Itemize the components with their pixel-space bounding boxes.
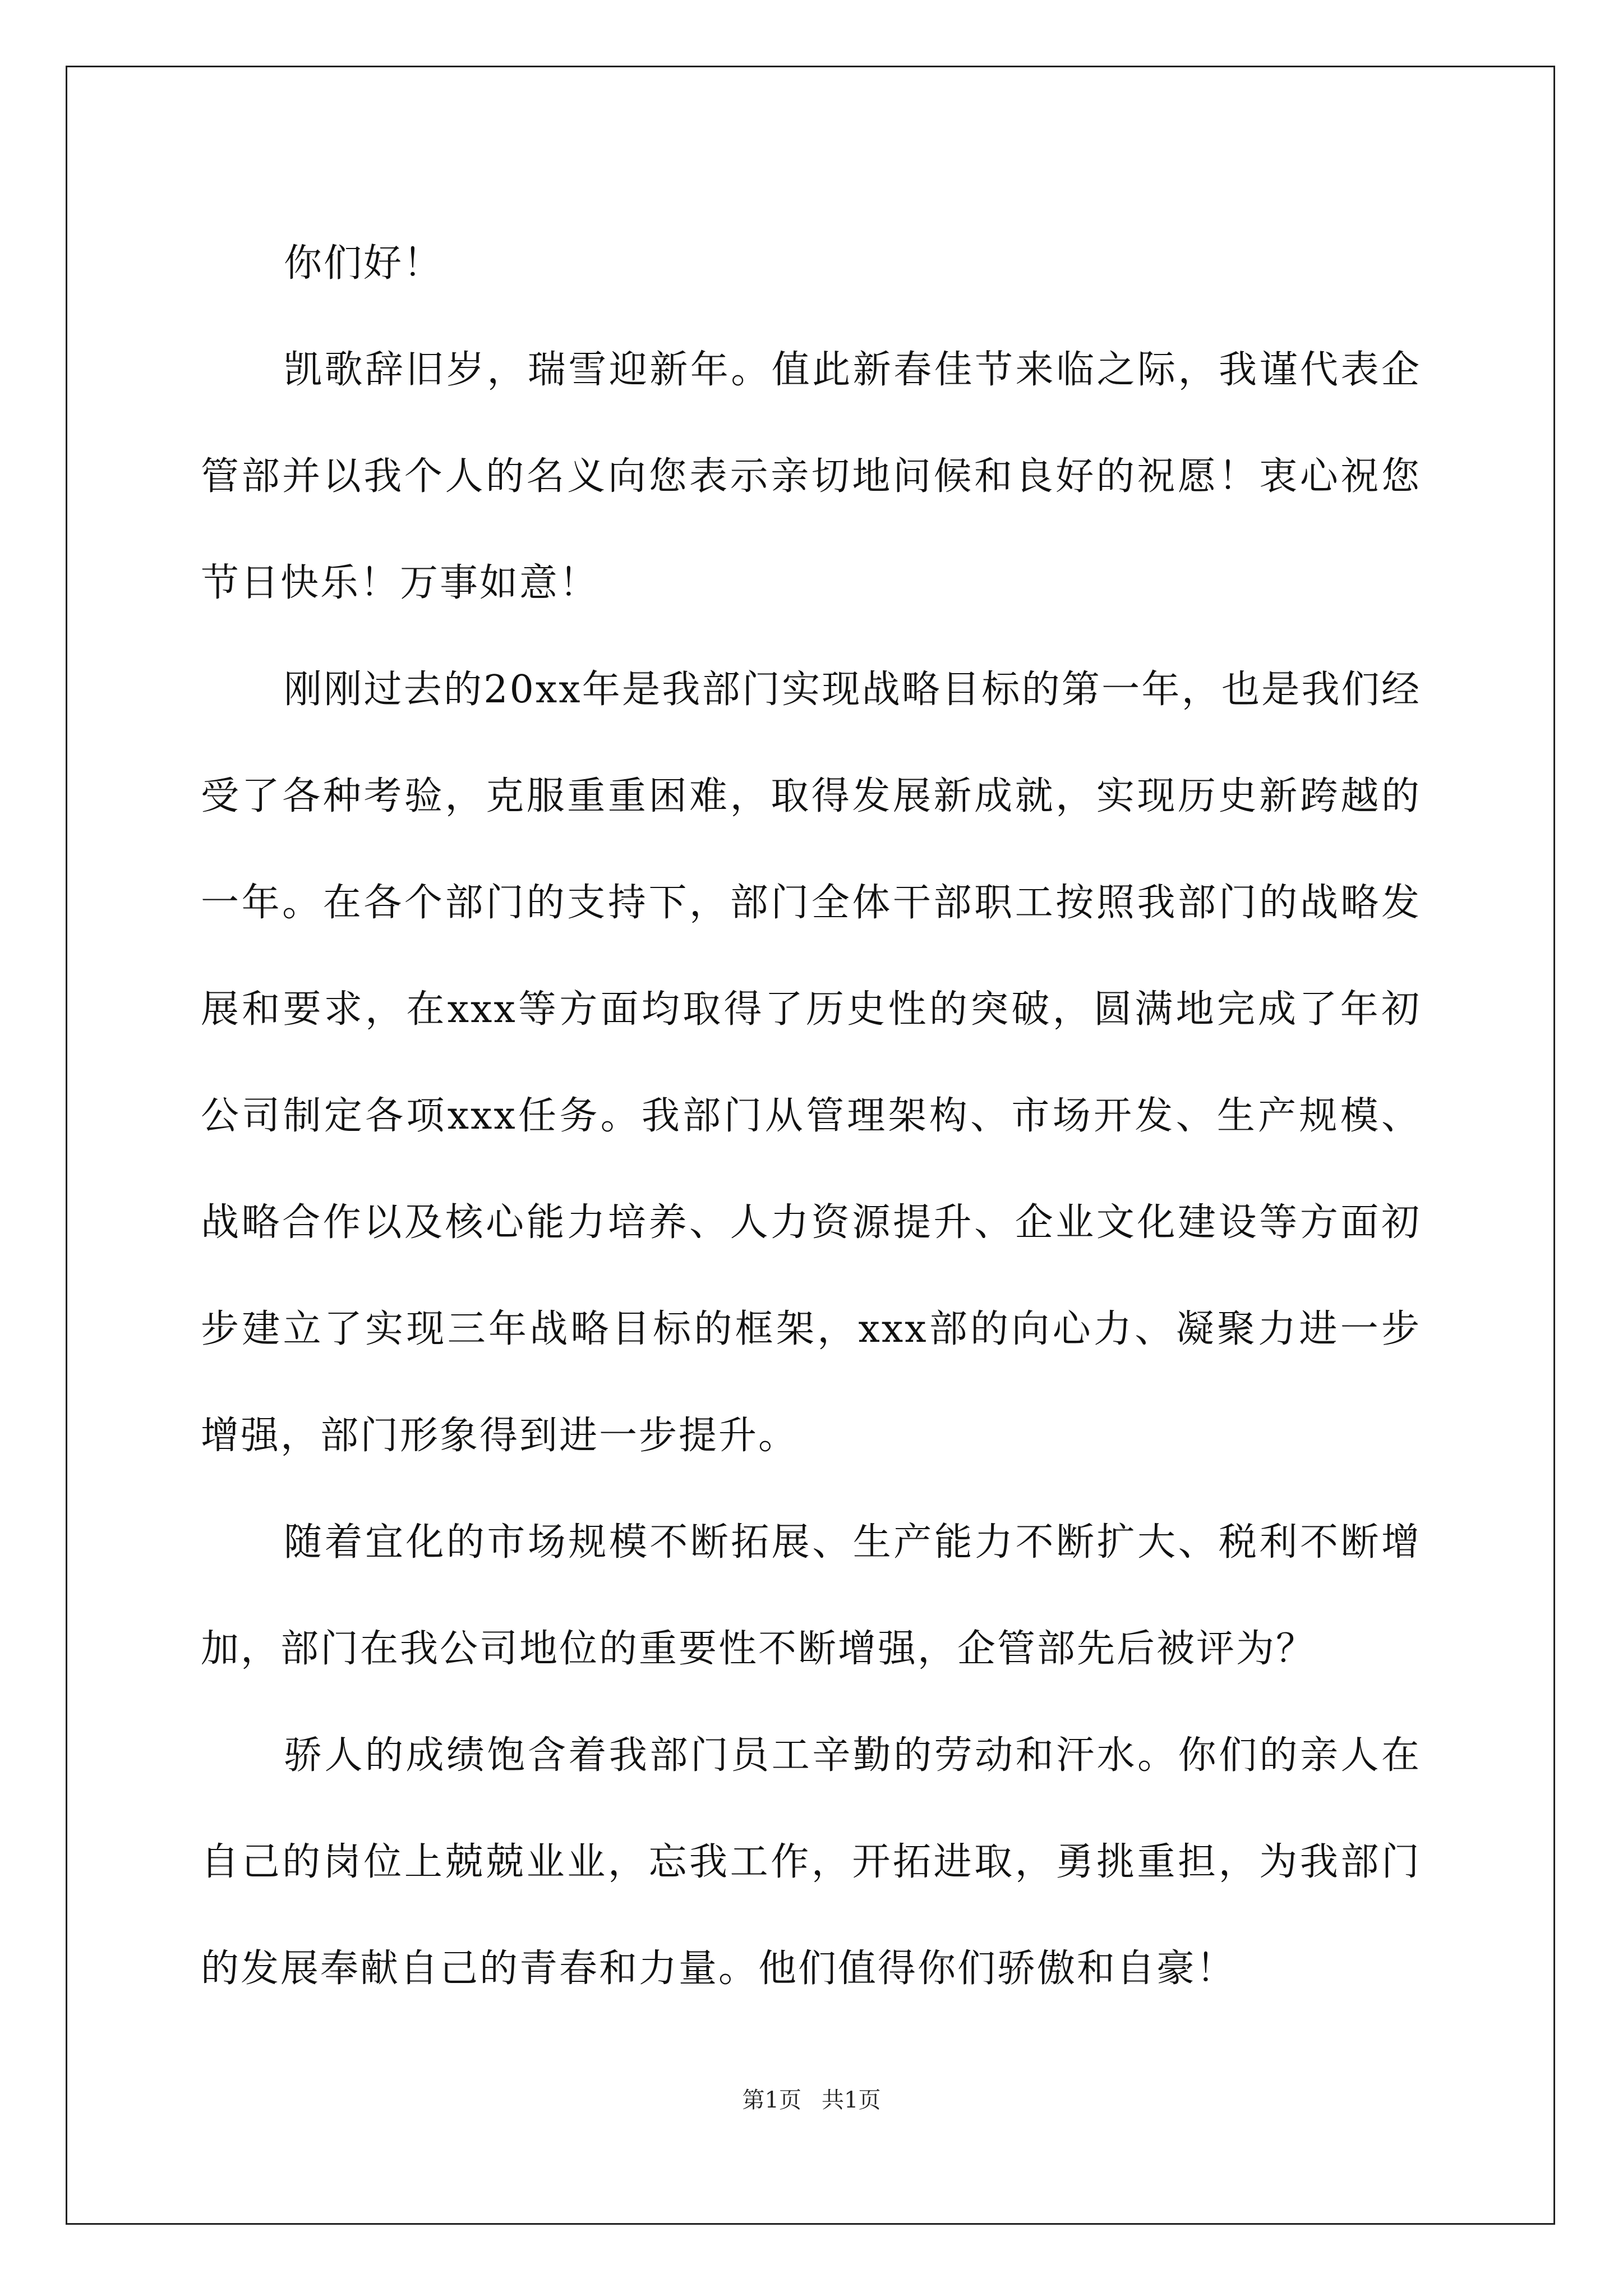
document-body bbox=[201, 210, 1421, 2022]
body-paragraph-3: 随着宜化的市场规模不断拓展、生产能力不断扩大、税利不断增加，部门在我公司地位的重要性不断增强，企管部先后被评为？ bbox=[201, 1520, 1421, 1671]
greeting-paragraph: 你们好！ bbox=[284, 241, 444, 286]
page-number-current: 第1页 bbox=[742, 2087, 801, 2113]
page-footer bbox=[0, 2082, 1623, 2114]
body-paragraph-4: 骄人的成绩饱含着我部门员工辛勤的劳动和汗水。你们的亲人在自己的岗位上兢兢业业，忘我工作，开拓进取，勇挑重担，为我部门的发展奉献自己的青春和力量。他们值得你们骄傲和自豪！ bbox=[201, 1733, 1421, 1991]
body-paragraph-1: 凯歌辞旧岁，瑞雪迎新年。值此新春佳节来临之际，我谨代表企管部并以我个人的名义向您表示亲切地问候和良好的祝愿！衷心祝您节日快乐！万事如意！ bbox=[201, 348, 1421, 605]
body-paragraph-2: 刚刚过去的20xx年是我部门实现战略目标的第一年，也是我们经受了各种考验，克服重重困难，取得发展新成就，实现历史新跨越的一年。在各个部门的支持下，部门全体干部职工按照我部门的战略发展和要求，在xxx等方面均取得了历史性的突破，圆满地完成了年初公司制定各项xxx任务。我部门从管理架构、市场开发、生产规模、战略合作以及核心能力培养、人力资源提升、企业文化建设等方面初步建立了实现三年战略目标的框架，xxx部的向心力、凝聚力进一步增强，部门形象得到进一步提升。 bbox=[201, 668, 1421, 1458]
page-number-total: 共1页 bbox=[822, 2087, 881, 2113]
